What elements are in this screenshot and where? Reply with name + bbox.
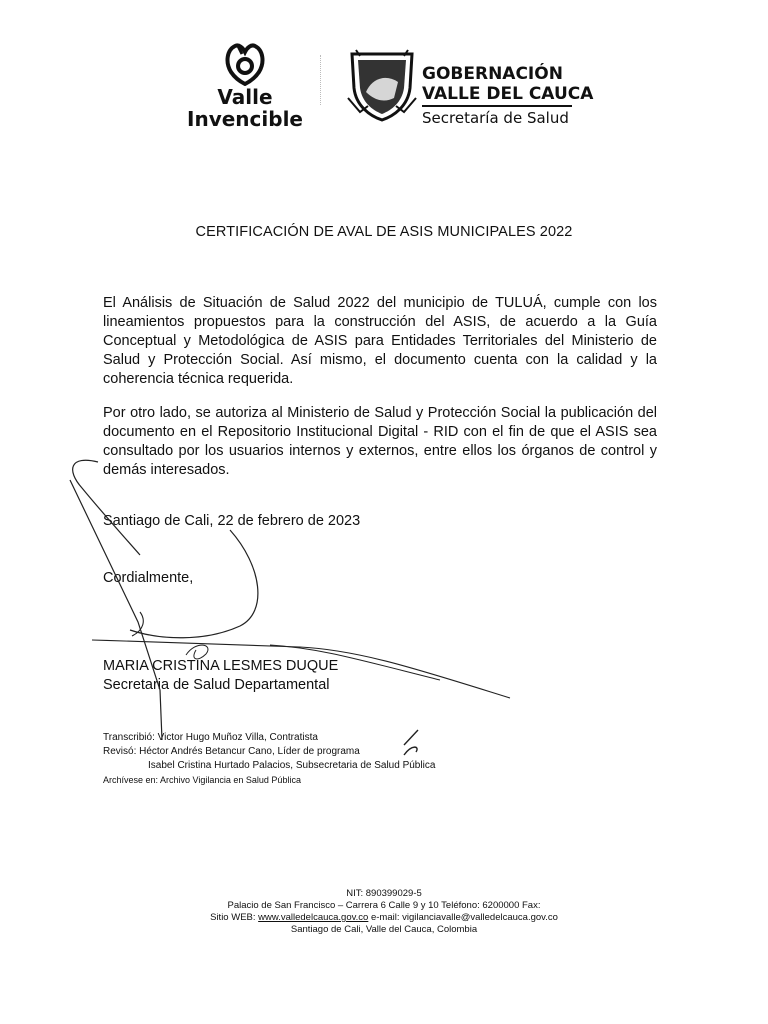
paragraph-2: Por otro lado, se autoriza al Ministerio de Salud y Protección Social la publicación del documento en el Repositorio Institucional Digital - RID con el fin de que el ASIS sea consultado por los usuarios internos y externos, entre ellos los órganos de control y demás interesados. xyxy=(103,405,657,478)
paragraph-1: El Análisis de Situación de Salud 2022 del municipio de TULUÁ, cumple con los lineamientos propuestos para la construcción del ASIS, de acuerdo a la Guía Conceptual y Metodológica de ASIS para Entidades Territoriales del Ministerio de Salud y Protección Social. Así mismo, el documento cuenta con la calidad y la coherencia técnica requerida. xyxy=(103,295,657,387)
valle-logo-line2: Invencible xyxy=(187,107,303,131)
signer-role: Secretaria de Salud Departamental xyxy=(103,677,330,693)
footer-web-label: Sitio WEB: xyxy=(210,912,256,923)
gob-rule xyxy=(422,105,572,107)
coat-of-arms-icon xyxy=(346,48,418,124)
footer-address: Palacio de San Francisco – Carrera 6 Calle 9 y 10 Teléfono: 6200000 Fax: xyxy=(227,900,541,911)
valle-logo-line1: Valle xyxy=(217,85,273,109)
valle-invencible-logo xyxy=(180,42,310,130)
gob-line1: GOBERNACIÓN xyxy=(422,64,563,84)
document-title: CERTIFICACIÓN DE AVAL DE ASIS MUNICIPALES 2022 xyxy=(195,224,573,240)
footer-email: e-mail: vigilanciavalle@valledelcauca.gov.co xyxy=(370,912,558,923)
footer-nit: NIT: 890399029-5 xyxy=(346,888,422,899)
signer-name: MARIA CRISTINA LESMES DUQUE xyxy=(103,658,339,674)
footer-web-line xyxy=(0,912,768,924)
footer-city: Santiago de Cali, Valle del Cauca, Colombia xyxy=(290,924,478,935)
archive-line: Archívese en: Archivo Vigilancia en Salud Pública xyxy=(103,775,301,785)
gobernacion-emblem xyxy=(346,48,418,129)
gob-line3: Secretaría de Salud xyxy=(422,109,569,127)
date-line: Santiago de Cali, 22 de febrero de 2023 xyxy=(103,513,361,529)
gobernacion-text xyxy=(422,64,593,127)
heart-logo-icon xyxy=(221,42,269,86)
gob-line2: VALLE DEL CAUCA xyxy=(422,84,594,104)
footer-web-link[interactable]: www.valledelcauca.gov.co xyxy=(258,912,369,923)
reviso-line-2: Isabel Cristina Hurtado Palacios, Subsecretaria de Salud Pública xyxy=(148,760,436,771)
reviso-line: Revisó: Héctor Andrés Betancur Cano, Líder de programa xyxy=(103,746,360,757)
closing-line: Cordialmente, xyxy=(103,570,194,586)
header-divider xyxy=(320,55,321,105)
transcribio-line: Transcribió: Victor Hugo Muñoz Villa, Contratista xyxy=(103,732,318,743)
footer xyxy=(0,888,768,936)
